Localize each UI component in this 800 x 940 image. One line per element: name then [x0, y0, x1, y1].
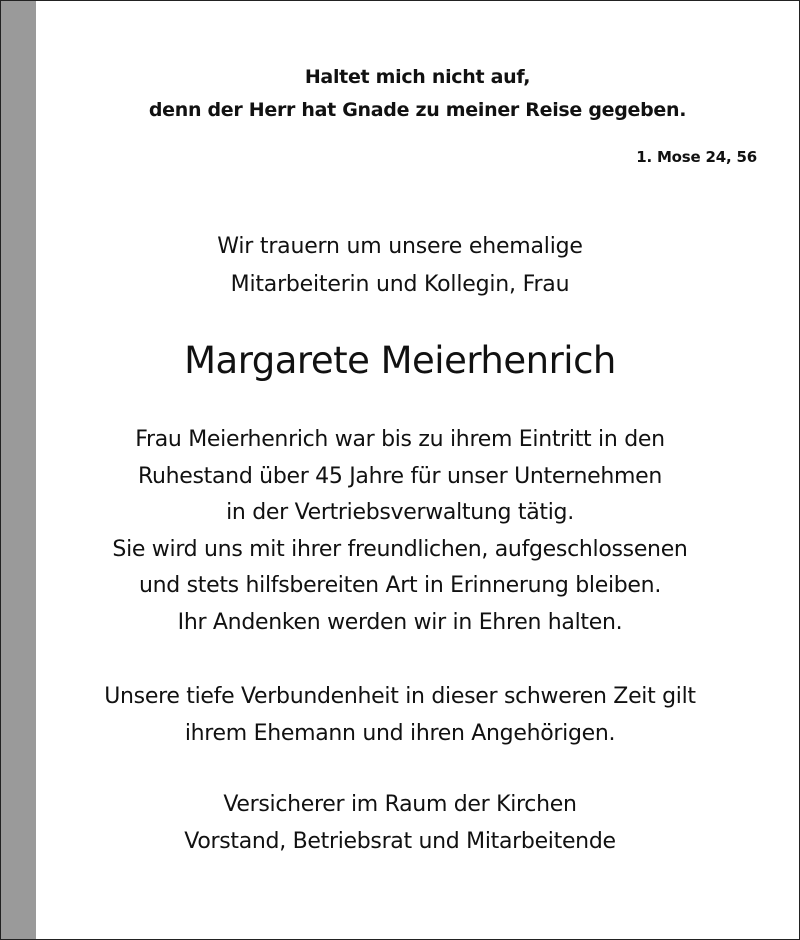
signature-block [1, 787, 799, 860]
intro-line-2: Mitarbeiterin und Kollegin, Frau [230, 272, 570, 297]
bible-quote [36, 61, 799, 127]
quote-line-1: Haltet mich nicht auf, [304, 66, 531, 88]
signatories: Vorstand, Betriebsrat und Mitarbeitende [184, 828, 616, 854]
quote-line-2: denn der Herr hat Gnade zu meiner Reise gegeben. [148, 99, 687, 121]
condolence-line: Unsere tiefe Verbundenheit in dieser schweren Zeit gilt [104, 684, 696, 709]
condolence-line: ihrem Ehemann und ihren Angehörigen. [184, 720, 616, 746]
deceased-name: Margarete Meierhenrich [184, 339, 616, 382]
body-line: Ihr Andenken werden wir in Ehren halten. [177, 609, 623, 635]
verse-reference: 1. Mose 24, 56 [636, 148, 757, 166]
body-line: Frau Meierhenrich war bis zu ihrem Eintritt in den [135, 427, 665, 452]
body-line: Ruhestand über 45 Jahre für unser Unternehmen [137, 463, 662, 489]
body-line: Sie wird uns mit ihrer freundlichen, aufgeschlossenen [112, 536, 688, 562]
organization-name: Versicherer im Raum der Kirchen [223, 792, 577, 817]
body-line: in der Vertriebsverwaltung tätig. [226, 500, 574, 526]
body-text [1, 422, 799, 642]
intro-line-1: Wir trauern um unsere ehemalige [217, 234, 583, 259]
condolence-text [1, 679, 799, 752]
intro-text [1, 228, 799, 304]
body-line: und stets hilfsbereiten Art in Erinnerung bleiben. [138, 573, 662, 599]
